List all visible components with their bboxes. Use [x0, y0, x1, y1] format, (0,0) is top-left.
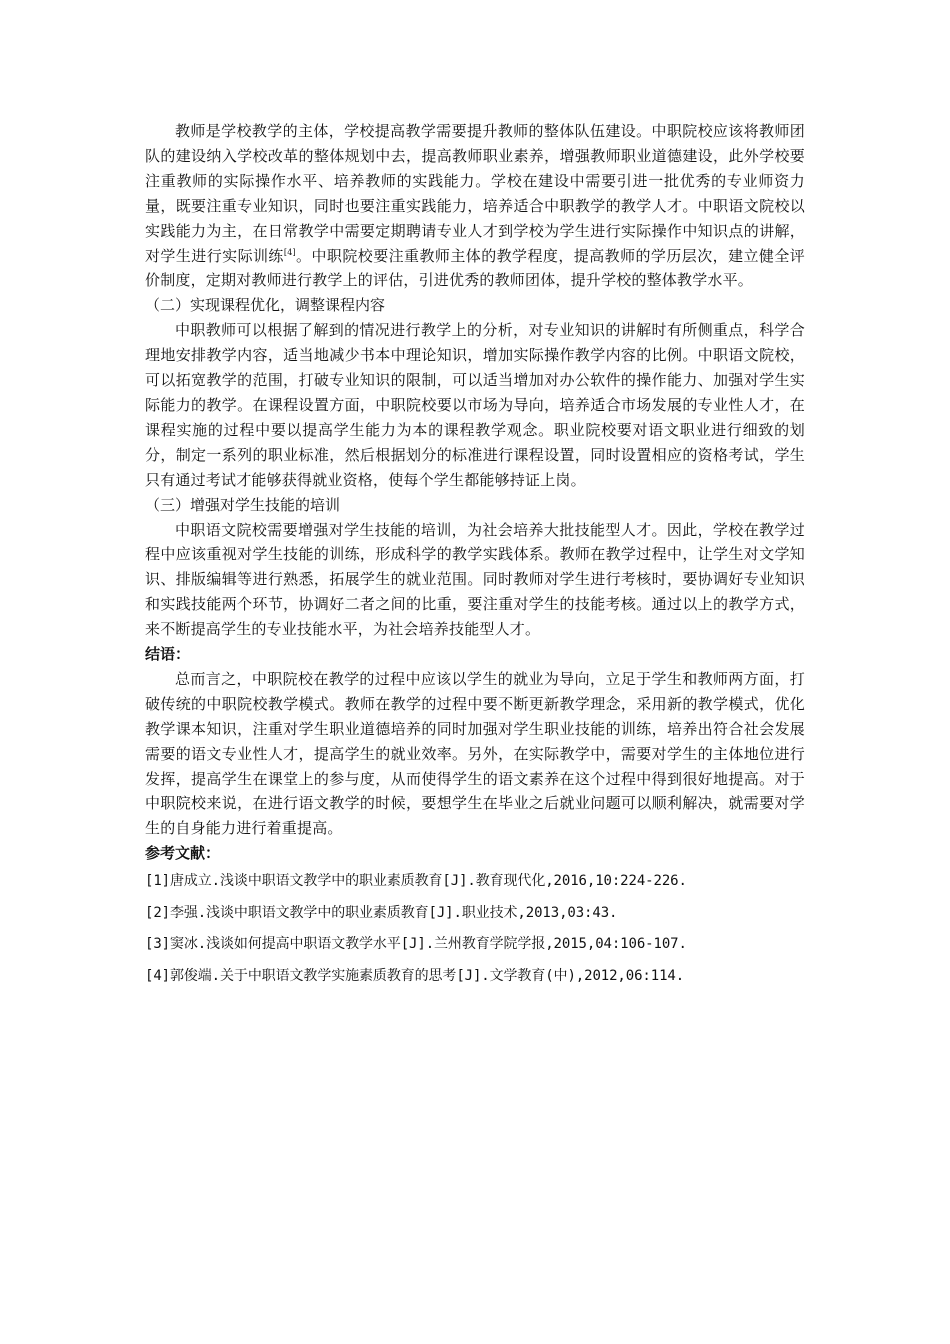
reference-item: [2]李强.浅谈中职语文教学中的职业素质教育[J].职业技术,2013,03:43.	[145, 904, 618, 921]
section-heading-skills: （三）增强对学生技能的培训	[145, 495, 341, 514]
paragraph-curriculum: 中职教师可以根据了解到的情况进行教学上的分析，对专业知识的讲解时有所侧重点，科学合理地安排教学内容，适当地减少书本中理论知识，增加实际操作教学内容的比例。中职语文院校，可以拓宽教学的范围，打破专业知识的限制，可以适当增加对办公软件的操作能力、加强对学生实际能力的教学。在课程设置方面，中职院校要以市场为导向，培养适合市场发展的专业性人才，在课程实施的过程中要以提高学生能力为本的课程教学观念。职业院校要对语文职业进行细致的划分，制定一系列的职业标准，然后根据划分的标准进行课程设置，同时设置相应的资格考试，学生只有通过考试才能够获得就业资格，使每个学生都能够持证上岗。	[145, 321, 805, 489]
paragraph-text: 教师是学校教学的主体，学校提高教学需要提升教师的整体队伍建设。中职院校应该将教师团队的建设纳入学校改革的整体规划中去，提高教师职业素养，增强教师职业道德建设，此外学校要注重教师的实际操作水平、培养教师的实践能力。学校在建设中需要引进一批优秀的专业师资力量，既要注重专业知识，同时也要注重实践能力，培养适合中职教学的教学人才。中职语文院校以实践能力为主，在日常教学中需要定期聘请专业人才到学校为学生进行实际操作中知识点的讲解，对学生进行实际训练	[145, 122, 805, 265]
document-page	[145, 119, 805, 998]
reference-item: [3]窦冰.浅谈如何提高中职语文教学水平[J].兰州教育学院学报,2015,04:106-107.	[145, 936, 687, 953]
conclusion-heading: 结语：	[145, 645, 191, 664]
section-heading-curriculum: （二）实现课程优化，调整课程内容	[145, 296, 386, 315]
reference-item: [4]郭俊端.关于中职语文教学实施素质教育的思考[J].文学教育(中),2012,06:114.	[145, 967, 685, 984]
paragraph-text-continued: 。中职院校要注重教师主体的教学程度，提高教师的学历层次，建立健全评价制度，定期对教师进行教学上的评估，引进优秀的教师团体，提升学校的整体教学水平。	[145, 246, 805, 290]
reference-item: [1]唐成立.浅谈中职语文教学中的职业素质教育[J].教育现代化,2016,10:224-226.	[145, 873, 687, 890]
paragraph-conclusion: 总而言之，中职院校在教学的过程中应该以学生的就业为导向，立足于学生和教师两方面，打破传统的中职院校教学模式。教师在教学的过程中要不断更新教学理念，采用新的教学模式，优化教学课本知识，注重对学生职业道德培养的同时加强对学生职业技能的训练，培养出符合社会发展需要的语文专业性人才，提高学生的就业效率。另外，在实际教学中，需要对学生的主体地位进行发挥，提高学生在课堂上的参与度，从而使得学生的语文素养在这个过程中得到很好地提高。对于中职院校来说，在进行语文教学的时候，要想学生在毕业之后就业问题可以顺利解决，就需要对学生的自身能力进行着重提高。	[145, 669, 805, 838]
citation-marker[interactable]: [4]	[283, 247, 296, 257]
paragraph-skills: 中职语文院校需要增强对学生技能的培训，为社会培养大批技能型人才。因此，学校在教学过程中应该重视对学生技能的训练，形成科学的教学实践体系。教师在教学过程中，让学生对文学知识、排版编辑等进行熟悉，拓展学生的就业范围。同时教师对学生进行考核时，要协调好专业知识和实践技能两个环节，协调好二者之间的比重，要注重对学生的技能考核。通过以上的教学方式，来不断提高学生的专业技能水平，为社会培养技能型人才。	[145, 520, 805, 639]
paragraph-teacher-team	[145, 119, 805, 293]
references-heading: 参考文献：	[145, 844, 221, 863]
reference-list	[145, 872, 805, 986]
